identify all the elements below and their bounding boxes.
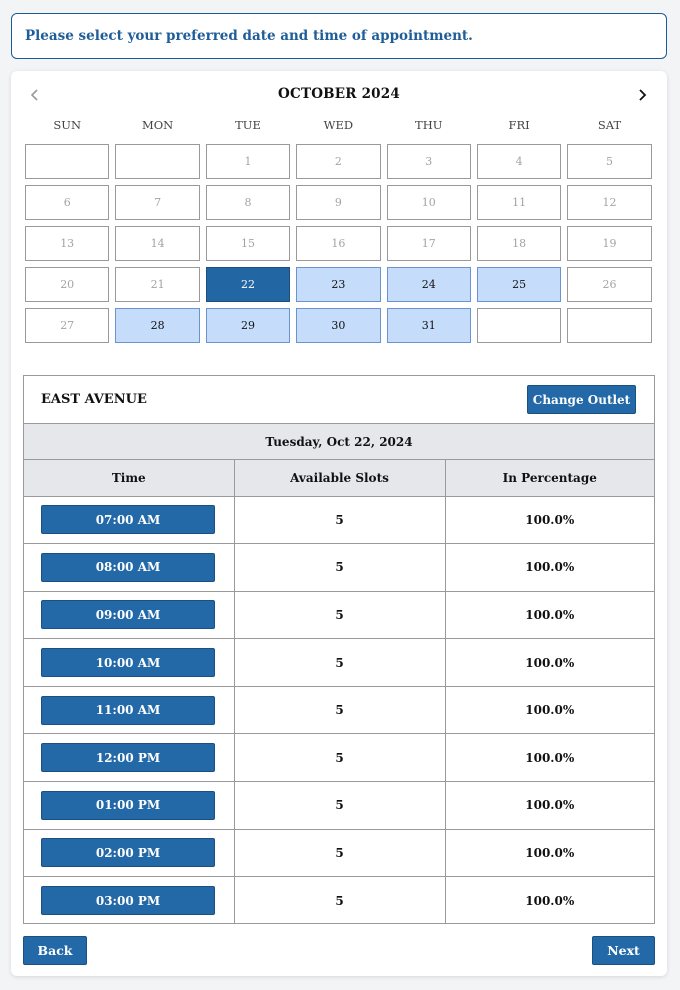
time-slot-button[interactable]: 03:00 PM <box>41 886 215 915</box>
available-slots-cell: 5 <box>234 829 445 877</box>
slots-table <box>24 460 654 924</box>
column-header-time: Time <box>24 460 234 496</box>
available-slots-cell: 5 <box>234 496 445 544</box>
time-cell <box>24 877 234 925</box>
time-cell <box>24 591 234 639</box>
available-slots-cell: 5 <box>234 877 445 925</box>
calendar-day-13: 13 <box>25 226 109 261</box>
calendar-day-5: 5 <box>567 144 651 179</box>
calendar-day-8: 8 <box>206 185 290 220</box>
selected-date: Tuesday, Oct 22, 2024 <box>24 424 654 460</box>
calendar-day-11: 11 <box>477 185 561 220</box>
percentage-cell: 100.0% <box>445 829 654 877</box>
time-slot-button[interactable]: 12:00 PM <box>41 743 215 772</box>
available-slots-cell: 5 <box>234 686 445 734</box>
percentage-cell: 100.0% <box>445 591 654 639</box>
calendar-day-empty <box>477 308 561 343</box>
table-row <box>24 544 654 592</box>
calendar-day-12: 12 <box>567 185 651 220</box>
time-cell <box>24 544 234 592</box>
weekday-label: WED <box>323 118 354 132</box>
percentage-cell: 100.0% <box>445 782 654 830</box>
outlet-name: EAST AVENUE <box>41 392 147 407</box>
instruction-text: Please select your preferred date and time of appointment. <box>25 28 473 44</box>
time-cell <box>24 782 234 830</box>
calendar-day-3: 3 <box>387 144 471 179</box>
percentage-cell: 100.0% <box>445 734 654 782</box>
time-slot-button[interactable]: 07:00 AM <box>41 505 215 534</box>
calendar-day-10: 10 <box>387 185 471 220</box>
calendar-grid <box>25 144 652 343</box>
weekday-label: THU <box>415 118 443 132</box>
outlet-panel <box>23 375 655 924</box>
available-slots-cell: 5 <box>234 734 445 782</box>
calendar-day-20: 20 <box>25 267 109 302</box>
calendar-day-17: 17 <box>387 226 471 261</box>
calendar-day-25[interactable]: 25 <box>477 267 561 302</box>
chevron-right-icon <box>637 89 647 101</box>
calendar-day-18: 18 <box>477 226 561 261</box>
table-row <box>24 734 654 782</box>
calendar-day-empty <box>115 144 199 179</box>
weekday-label: SUN <box>53 118 82 132</box>
column-header-percentage: In Percentage <box>445 460 654 496</box>
calendar-day-6: 6 <box>25 185 109 220</box>
calendar-day-24[interactable]: 24 <box>387 267 471 302</box>
calendar-day-30[interactable]: 30 <box>296 308 380 343</box>
percentage-cell: 100.0% <box>445 686 654 734</box>
calendar-day-31[interactable]: 31 <box>387 308 471 343</box>
available-slots-cell: 5 <box>234 639 445 687</box>
calendar-day-15: 15 <box>206 226 290 261</box>
available-slots-cell: 5 <box>234 782 445 830</box>
time-cell <box>24 496 234 544</box>
calendar-day-29[interactable]: 29 <box>206 308 290 343</box>
calendar-day-empty <box>25 144 109 179</box>
calendar-day-7: 7 <box>115 185 199 220</box>
calendar-day-28[interactable]: 28 <box>115 308 199 343</box>
table-row <box>24 877 654 925</box>
table-row <box>24 829 654 877</box>
time-cell <box>24 829 234 877</box>
weekday-label: MON <box>141 118 174 132</box>
time-slot-button[interactable]: 11:00 AM <box>41 696 215 725</box>
instruction-banner <box>11 13 667 59</box>
percentage-cell: 100.0% <box>445 639 654 687</box>
weekday-header-row <box>25 118 652 132</box>
available-slots-cell: 5 <box>234 591 445 639</box>
calendar-day-22[interactable]: 22 <box>206 267 290 302</box>
time-cell <box>24 686 234 734</box>
calendar-day-21: 21 <box>115 267 199 302</box>
time-slot-button[interactable]: 01:00 PM <box>41 791 215 820</box>
time-cell <box>24 734 234 782</box>
time-slot-button[interactable]: 09:00 AM <box>41 600 215 629</box>
back-button[interactable]: Back <box>23 936 87 965</box>
next-month-button[interactable] <box>632 85 652 105</box>
calendar-day-9: 9 <box>296 185 380 220</box>
calendar-header <box>11 71 667 117</box>
table-row <box>24 686 654 734</box>
calendar-day-empty <box>567 308 651 343</box>
percentage-cell: 100.0% <box>445 496 654 544</box>
weekday-label: SAT <box>597 118 622 132</box>
available-slots-cell: 5 <box>234 544 445 592</box>
calendar-day-14: 14 <box>115 226 199 261</box>
calendar-day-1: 1 <box>206 144 290 179</box>
column-header-available: Available Slots <box>234 460 445 496</box>
next-button[interactable]: Next <box>592 936 655 965</box>
table-row <box>24 639 654 687</box>
time-slot-button[interactable]: 10:00 AM <box>41 648 215 677</box>
time-cell <box>24 639 234 687</box>
time-slot-button[interactable]: 02:00 PM <box>41 838 215 867</box>
table-row <box>24 496 654 544</box>
outlet-header <box>24 376 654 424</box>
calendar-day-26: 26 <box>567 267 651 302</box>
percentage-cell: 100.0% <box>445 877 654 925</box>
change-outlet-button[interactable]: Change Outlet <box>527 385 636 414</box>
appointment-card <box>11 71 667 976</box>
calendar-day-16: 16 <box>296 226 380 261</box>
percentage-cell: 100.0% <box>445 544 654 592</box>
calendar-day-27: 27 <box>25 308 109 343</box>
month-title: OCTOBER 2024 <box>278 86 400 102</box>
time-slot-button[interactable]: 08:00 AM <box>41 553 215 582</box>
weekday-label: FRI <box>508 118 530 132</box>
calendar-day-23[interactable]: 23 <box>296 267 380 302</box>
calendar-day-2: 2 <box>296 144 380 179</box>
table-header-row <box>24 460 654 496</box>
table-row <box>24 782 654 830</box>
table-row <box>24 591 654 639</box>
weekday-label: TUE <box>235 118 261 132</box>
calendar-day-4: 4 <box>477 144 561 179</box>
calendar-day-19: 19 <box>567 226 651 261</box>
